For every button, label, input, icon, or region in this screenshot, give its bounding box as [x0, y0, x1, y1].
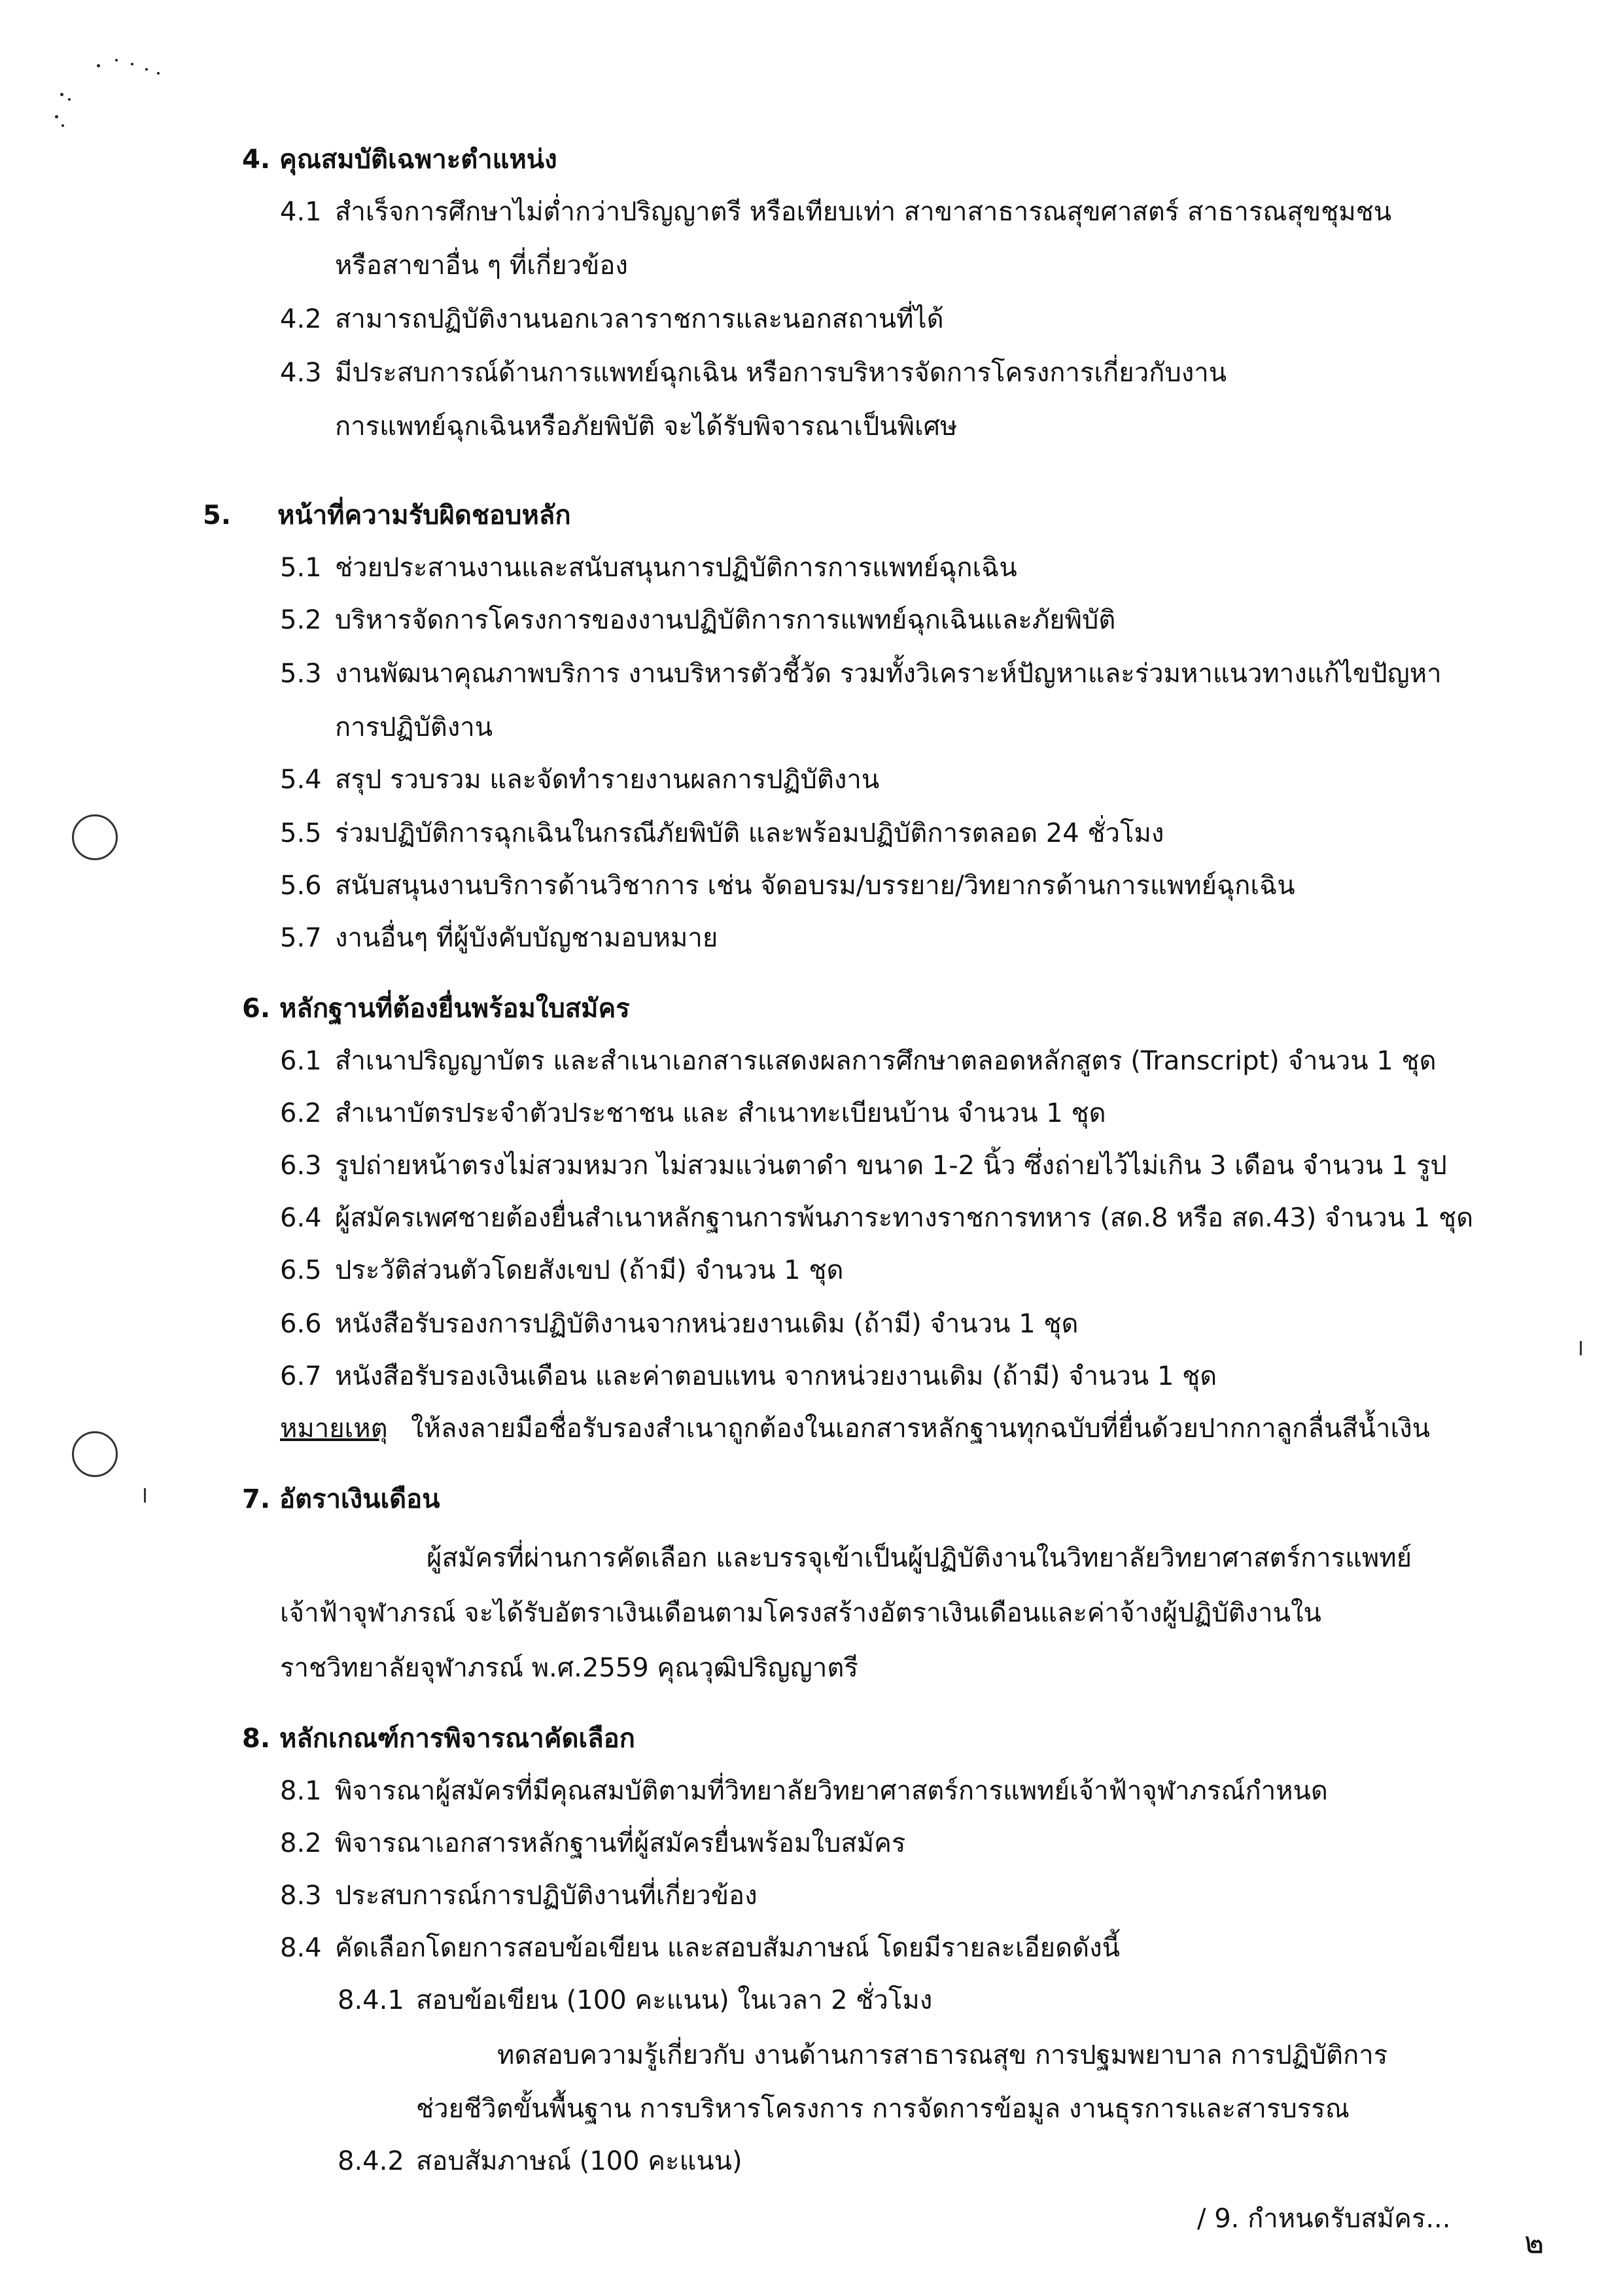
scan-speck [115, 59, 118, 61]
sub-item-number: 8.4.1 [338, 1985, 404, 2015]
scan-speck [157, 72, 160, 75]
item-number: 8.3 [280, 1881, 322, 1911]
scan-speck [131, 63, 133, 65]
item-text: สนับสนุนงานบริการด้านวิชาการ เช่น จัดอบรม/บรรยาย/วิทยากรด้านการแพทย์ฉุกเฉิน [335, 871, 1295, 901]
section-heading: 8. หลักเกณฑ์การพิจารณาคัดเลือก [242, 1724, 635, 1754]
item-text: สรุป รวบรวม และจัดทำรายงานผลการปฏิบัติงาน [335, 765, 880, 795]
item-text: พิจารณาเอกสารหลักฐานที่ผู้สมัครยื่นพร้อมใบสมัคร [335, 1828, 906, 1858]
scan-mark [144, 1488, 146, 1503]
item-number: 5.2 [280, 605, 322, 635]
item-text: สำเนาปริญญาบัตร และสำเนาเอกสารแสดงผลการศึกษาตลอดหลักสูตร (Transcript) จำนวน 1 ชุด [335, 1046, 1437, 1076]
item-text: คัดเลือกโดยการสอบข้อเขียน และสอบสัมภาษณ์ โดยมีรายละเอียดดังนี้ [335, 1933, 1120, 1963]
sub-item-description: ทดสอบความรู้เกี่ยวกับ งานด้านการสาธารณสุข การปฐมพยาบาล การปฏิบัติการ [497, 2040, 1388, 2070]
item-number: 6.5 [280, 1255, 322, 1285]
item-number: 6.4 [280, 1203, 322, 1233]
section-number: 5. [203, 500, 232, 531]
item-text: สำเร็จการศึกษาไม่ต่ำกว่าปริญญาตรี หรือเทียบเท่า สาขาสาธารณสุขศาสตร์ สาธารณสุขชุมชน [335, 197, 1392, 227]
item-number: 5.7 [280, 923, 322, 953]
item-number: 5.4 [280, 765, 322, 795]
item-text: ประสบการณ์การปฏิบัติงานที่เกี่ยวข้อง [335, 1881, 758, 1911]
item-text: หนังสือรับรองการปฏิบัติงานจากหน่วยงานเดิม (ถ้ามี) จำนวน 1 ชุด [335, 1309, 1079, 1339]
item-number: 4.3 [280, 358, 322, 388]
item-number: 8.1 [280, 1776, 322, 1806]
note-text: ให้ลงลายมือชื่อรับรองสำเนาถูกต้องในเอกสารหลักฐานทุกฉบับที่ยื่นด้วยปากกาลูกลื่นสีน้ำเงิน [411, 1414, 1431, 1444]
note-label: หมายเหตุ [280, 1414, 388, 1444]
sub-item-description: ช่วยชีวิตขั้นพื้นฐาน การบริหารโครงการ การจัดการข้อมูล งานธุรการและสารบรรณ [416, 2094, 1350, 2124]
item-text: ประวัติส่วนตัวโดยสังเขป (ถ้ามี) จำนวน 1 ชุด [335, 1255, 844, 1285]
paragraph-line: ราชวิทยาลัยจุฬาภรณ์ พ.ศ.2559 คุณวุฒิปริญญาตรี [280, 1653, 858, 1683]
item-number: 8.2 [280, 1828, 322, 1858]
scan-mark [1580, 1341, 1582, 1355]
item-text: งานอื่นๆ ที่ผู้บังคับบัญชามอบหมาย [335, 923, 718, 953]
item-number: 6.1 [280, 1046, 322, 1076]
paragraph-line: ผู้สมัครที่ผ่านการคัดเลือก และบรรจุเข้าเป็นผู้ปฏิบัติงานในวิทยาลัยวิทยาศาสตร์การแพทย์ [427, 1543, 1412, 1573]
punch-hole [72, 814, 118, 860]
item-number: 6.7 [280, 1361, 322, 1391]
item-text: สามารถปฏิบัติงานนอกเวลาราชการและนอกสถานที่ได้ [335, 304, 944, 334]
item-text: ร่วมปฏิบัติการฉุกเฉินในกรณีภัยพิบัติ และพร้อมปฏิบัติการตลอด 24 ชั่วโมง [335, 818, 1164, 848]
page-number-mark: ๒ [1524, 2225, 1544, 2260]
sub-item-number: 8.4.2 [338, 2146, 404, 2176]
item-number: 5.6 [280, 871, 322, 901]
scan-speck [61, 124, 64, 127]
scan-speck [97, 64, 100, 67]
item-number: 4.2 [280, 304, 322, 334]
sub-item-text: สอบสัมภาษณ์ (100 คะแนน) [416, 2146, 742, 2176]
item-number: 6.2 [280, 1098, 322, 1128]
section-heading: 6. หลักฐานที่ต้องยื่นพร้อมใบสมัคร [242, 994, 630, 1024]
section-heading: หน้าที่ความรับผิดชอบหลัก [277, 500, 571, 531]
item-number: 5.1 [280, 553, 322, 583]
scan-speck [55, 115, 58, 118]
item-text: สำเนาบัตรประจำตัวประชาชน และ สำเนาทะเบียนบ้าน จำนวน 1 ชุด [335, 1098, 1106, 1128]
item-text: ผู้สมัครเพศชายต้องยื่นสำเนาหลักฐานการพ้นภาระทางราชการทหาร (สด.8 หรือ สด.43) จำนวน 1 ชุด [335, 1203, 1474, 1233]
item-text: รูปถ่ายหน้าตรงไม่สวมหมวก ไม่สวมแว่นตาดำ ขนาด 1-2 นิ้ว ซึ่งถ่ายไว้ไม่เกิน 3 เดือน จำนวน 1 รูป [335, 1151, 1447, 1181]
item-number: 8.4 [280, 1933, 322, 1963]
item-text: หนังสือรับรองเงินเดือน และค่าตอบแทน จากหน่วยงานเดิม (ถ้ามี) จำนวน 1 ชุด [335, 1361, 1217, 1391]
item-continuation: หรือสาขาอื่น ๆ ที่เกี่ยวข้อง [335, 251, 628, 281]
paragraph-line: เจ้าฟ้าจุฬาภรณ์ จะได้รับอัตราเงินเดือนตามโครงสร้างอัตราเงินเดือนและค่าจ้างผู้ปฏิบัติงานใน [280, 1598, 1321, 1628]
item-number: 5.3 [280, 659, 322, 689]
item-continuation: การปฏิบัติงาน [335, 712, 493, 742]
item-text: งานพัฒนาคุณภาพบริการ งานบริหารตัวชี้วัด รวมทั้งวิเคราะห์ปัญหาและร่วมหาแนวทางแก้ไขปัญหา [335, 659, 1442, 689]
page-continuation: / 9. กำหนดรับสมัคร... [1197, 2204, 1451, 2234]
sub-item-text: สอบข้อเขียน (100 คะแนน) ในเวลา 2 ชั่วโมง [416, 1985, 933, 2015]
section-heading: 4. คุณสมบัติเฉพาะตำแหน่ง [242, 145, 557, 175]
punch-hole [72, 1431, 118, 1477]
item-text: มีประสบการณ์ด้านการแพทย์ฉุกเฉิน หรือการบริหารจัดการโครงการเกี่ยวกับงาน [335, 358, 1227, 388]
item-continuation: การแพทย์ฉุกเฉินหรือภัยพิบัติ จะได้รับพิจารณาเป็นพิเศษ [335, 411, 958, 442]
item-number: 6.3 [280, 1151, 322, 1181]
item-text: บริหารจัดการโครงการของงานปฏิบัติการการแพทย์ฉุกเฉินและภัยพิบัติ [335, 605, 1116, 635]
item-number: 5.5 [280, 818, 322, 848]
section-heading: 7. อัตราเงินเดือน [242, 1484, 440, 1514]
item-text: พิจารณาผู้สมัครที่มีคุณสมบัติตามที่วิทยาลัยวิทยาศาสตร์การแพทย์เจ้าฟ้าจุฬาภรณ์กำหนด [335, 1776, 1328, 1806]
scan-speck [145, 68, 148, 71]
item-text: ช่วยประสานงานและสนับสนุนการปฏิบัติการการแพทย์ฉุกเฉิน [335, 553, 1017, 583]
scan-speck [60, 93, 63, 96]
scan-speck [68, 98, 71, 101]
item-number: 4.1 [280, 197, 322, 227]
item-number: 6.6 [280, 1309, 322, 1339]
